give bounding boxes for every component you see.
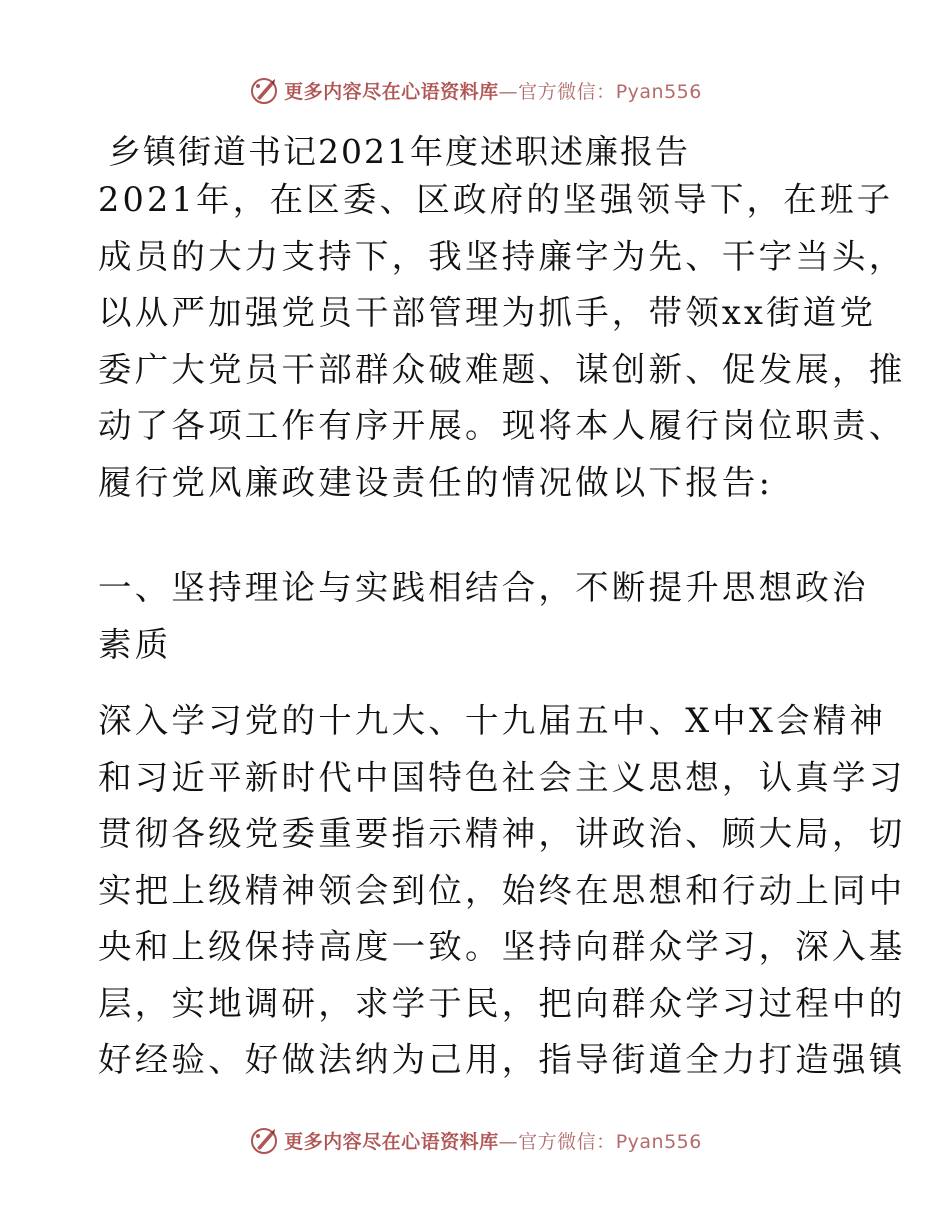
text-line: 层，实地调研，求学于民，把向群众学习过程中的: [98, 983, 906, 1023]
paragraph-body: [98, 693, 906, 1089]
section-heading-1: [98, 560, 869, 673]
watermark-id: Pyan556: [615, 80, 702, 103]
text-line: 央和上级保持高度一致。坚持向群众学习，深入基: [98, 927, 906, 966]
header-watermark: [0, 72, 950, 108]
text-line: 实把上级精神领会到位，始终在思想和行动上同中: [98, 870, 906, 910]
text-line: 成员的大力支持下，我坚持廉字为先、干字当头，: [98, 236, 906, 276]
paragraph-intro: [98, 172, 906, 511]
text-line: 贯彻各级党委重要指示精神，讲政治、顾大局，切: [98, 814, 906, 853]
text-line: 素质: [98, 624, 172, 664]
text-line: 深入学习党的十九大、十九届五中、X中X会精神: [98, 701, 887, 740]
text-line: 好经验、好做法纳为己用，指导街道全力打造强镇: [98, 1040, 906, 1079]
watermark-sub: 官方微信：: [518, 1130, 616, 1153]
text-line: 2021年，在区委、区政府的坚强领导下，在班子: [98, 180, 894, 219]
text-line: 履行党风廉政建设责任的情况做以下报告:: [98, 462, 774, 502]
text-line: 委广大党员干部群众破难题、谋创新、促发展，推: [98, 349, 906, 389]
watermark-dash: —: [498, 1130, 519, 1153]
quill-pen-logo-icon: [248, 74, 280, 106]
watermark-group: [248, 74, 702, 106]
quill-pen-logo-icon: [248, 1124, 280, 1156]
text-line: 一、坚持理论与实践相结合，不断提升思想政治: [98, 568, 869, 607]
watermark-sub: 官方微信：: [518, 80, 616, 103]
text-line: 以从严加强党员干部管理为抓手，带领xx街道党: [98, 293, 877, 332]
watermark-dash: —: [498, 80, 519, 103]
text-line: 动了各项工作有序开展。现将本人履行岗位职责、: [98, 406, 906, 445]
footer-watermark: [0, 1122, 950, 1158]
watermark-id: Pyan556: [615, 1130, 702, 1153]
watermark-main: 更多内容尽在心语资料库: [284, 80, 499, 103]
watermark-text: [284, 1127, 702, 1154]
watermark-text: [284, 77, 702, 104]
document-title: 乡镇街道书记2021年度述职述廉报告: [108, 132, 690, 171]
watermark-main: 更多内容尽在心语资料库: [284, 1130, 499, 1153]
text-line: 和习近平新时代中国特色社会主义思想，认真学习: [98, 757, 906, 797]
watermark-group: [248, 1124, 702, 1156]
